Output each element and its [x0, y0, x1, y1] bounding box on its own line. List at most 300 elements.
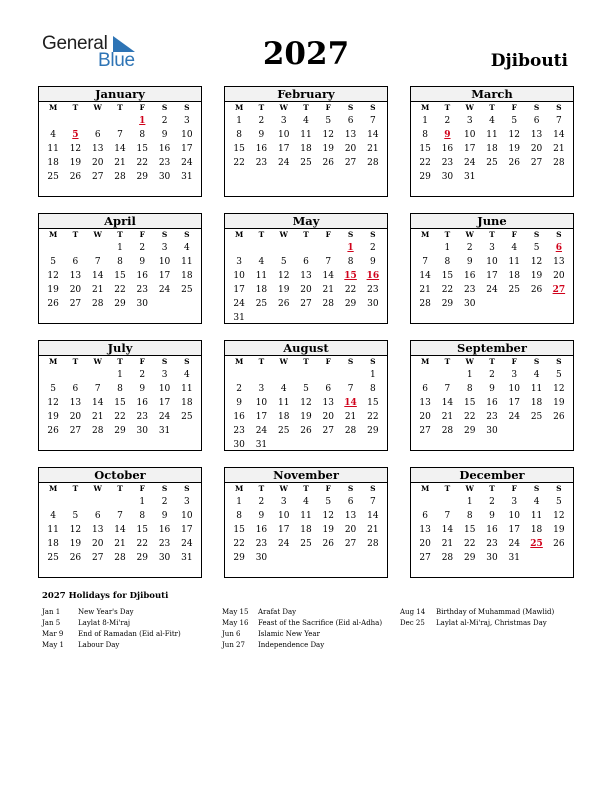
day-cell: 25	[47, 172, 59, 182]
day-cell: 9	[258, 130, 265, 140]
day-cell: 11	[530, 511, 543, 521]
day-cell: 16	[441, 144, 454, 154]
day-cell: 28	[114, 553, 126, 563]
day-cell: 17	[181, 525, 193, 535]
weekday-header: W	[465, 230, 474, 239]
day-cell: 29	[419, 172, 431, 182]
logo-general-text: General	[42, 33, 108, 54]
day-cell: 27	[69, 299, 82, 309]
day-grid	[225, 483, 387, 565]
empty-cell	[64, 114, 86, 128]
weekday-header: T	[444, 357, 451, 366]
day-cell: 24	[508, 412, 520, 422]
day-cell: 12	[47, 398, 59, 408]
day-cell: 11	[530, 384, 543, 394]
day-cell: 23	[441, 158, 454, 168]
weekday-header: F	[139, 103, 145, 112]
day-cell: 2	[139, 370, 146, 380]
empty-cell	[228, 368, 250, 382]
day-cell: 10	[158, 384, 171, 394]
day-cell: 22	[441, 285, 454, 295]
month-april	[38, 213, 202, 324]
day-cell: 14	[114, 525, 126, 535]
empty-cell	[273, 241, 295, 255]
day-cell: 12	[277, 271, 290, 281]
weekday-header: S	[347, 230, 354, 239]
month-title: January	[39, 87, 201, 102]
day-cell: 3	[183, 116, 190, 126]
day-cell: 6	[325, 384, 332, 394]
month-october	[38, 467, 202, 578]
day-cell: 16	[136, 398, 148, 408]
day-cell: 27	[344, 539, 357, 549]
day-cell: 16	[158, 144, 171, 154]
day-cell: 31	[181, 553, 193, 563]
empty-cell	[273, 368, 295, 382]
weekday-header: S	[556, 103, 562, 112]
weekday-header: M	[48, 484, 58, 493]
weekday-header: S	[556, 484, 562, 493]
weekday-header: W	[93, 357, 102, 366]
day-cell: 23	[158, 158, 171, 168]
weekday-header: T	[117, 484, 123, 493]
holiday-name: Birthday of Muhammad (Mawlid)	[436, 608, 555, 616]
day-cell: 6	[347, 116, 354, 126]
weekday-header: T	[258, 357, 265, 366]
day-cell: 10	[277, 511, 290, 521]
day-cell: 4	[50, 511, 56, 521]
day-cell: 16	[136, 271, 148, 281]
weekday-header: T	[303, 484, 309, 493]
empty-cell	[414, 495, 436, 509]
day-cell: 31	[463, 172, 476, 182]
month-august	[224, 340, 388, 451]
empty-cell	[295, 241, 317, 255]
day-cell: 16	[255, 525, 268, 535]
day-cell: 2	[258, 497, 265, 507]
day-cell: 18	[181, 398, 193, 408]
day-cell: 8	[236, 130, 242, 140]
day-cell: 13	[419, 525, 431, 535]
day-cell: 14	[322, 271, 334, 281]
weekday-header: F	[139, 230, 145, 239]
empty-cell	[414, 368, 436, 382]
day-cell: 1	[369, 370, 376, 380]
day-cell: 19	[530, 271, 543, 281]
holiday-name: Laylat al-Mi'raj, Christmas Day	[436, 619, 547, 627]
day-cell: 8	[444, 257, 451, 267]
month-title: June	[411, 214, 573, 229]
holiday-row	[222, 618, 382, 629]
holiday-date: Jun 27	[222, 641, 245, 649]
day-cell: 16	[463, 271, 476, 281]
day-cell: 14	[114, 144, 126, 154]
weekday-header: W	[465, 103, 474, 112]
month-title: December	[411, 468, 573, 483]
holiday-name: Independence Day	[258, 641, 325, 649]
day-grid	[411, 229, 573, 311]
day-cell: 2	[161, 497, 168, 507]
holiday-date: Aug 14	[400, 608, 426, 616]
day-cell: 11	[47, 144, 59, 154]
day-cell: 29	[136, 553, 148, 563]
day-cell: 13	[91, 525, 104, 535]
holiday-date: May 16	[222, 619, 249, 627]
day-cell: 18	[47, 158, 59, 168]
day-cell: 18	[47, 539, 59, 549]
month-september	[410, 340, 574, 451]
day-cell: 30	[486, 553, 498, 563]
day-cell: 28	[344, 426, 357, 436]
day-cell: 7	[444, 384, 451, 394]
day-cell: 25	[255, 299, 268, 309]
weekday-header: T	[117, 357, 123, 366]
day-cell: 27	[91, 172, 104, 182]
day-cell: 27	[419, 553, 431, 563]
weekday-header: W	[279, 484, 288, 493]
holiday-row	[222, 640, 382, 651]
day-cell: 25	[508, 285, 520, 295]
day-cell: 13	[344, 511, 357, 521]
day-cell: 4	[183, 243, 190, 253]
day-cell: 10	[181, 130, 193, 140]
day-cell: 16	[486, 525, 498, 535]
weekday-header: S	[556, 357, 562, 366]
day-cell: 12	[69, 525, 82, 535]
day-cell: 25	[530, 412, 543, 422]
holiday-name: Islamic New Year	[258, 630, 320, 638]
holiday-date: Jan 5	[42, 619, 61, 627]
day-cell: 1	[236, 116, 242, 126]
day-cell: 6	[347, 497, 354, 507]
day-cell: 19	[300, 412, 312, 422]
empty-cell	[42, 495, 64, 509]
holiday-date: Jun 6	[222, 630, 241, 638]
day-cell: 11	[47, 525, 59, 535]
day-cell: 27	[69, 426, 82, 436]
day-cell: 19	[69, 158, 82, 168]
day-cell: 20	[344, 525, 357, 535]
weekday-header: M	[420, 230, 430, 239]
weekday-header: S	[370, 230, 376, 239]
day-cell: 9	[489, 384, 495, 394]
day-cell: 7	[117, 130, 123, 140]
weekday-header: T	[489, 484, 495, 493]
weekday-header: F	[139, 357, 145, 366]
weekday-header: S	[347, 484, 354, 493]
weekday-header: W	[465, 484, 474, 493]
day-cell: 6	[94, 511, 101, 521]
holiday-day-cell: 6	[555, 243, 562, 253]
day-cell: 3	[280, 116, 287, 126]
day-cell: 30	[136, 299, 148, 309]
day-cell: 1	[117, 243, 123, 253]
day-cell: 19	[322, 144, 334, 154]
day-cell: 15	[463, 525, 476, 535]
day-cell: 24	[255, 426, 268, 436]
day-cell: 24	[181, 158, 193, 168]
weekday-header: M	[48, 103, 58, 112]
day-cell: 26	[69, 553, 82, 563]
day-cell: 12	[322, 130, 334, 140]
day-cell: 2	[489, 370, 495, 380]
month-july	[38, 340, 202, 451]
day-cell: 2	[369, 243, 376, 253]
day-cell: 22	[136, 158, 148, 168]
weekday-header: T	[72, 230, 79, 239]
day-cell: 7	[555, 116, 562, 126]
day-cell: 8	[347, 257, 354, 267]
weekday-header: S	[347, 357, 354, 366]
day-cell: 9	[369, 257, 376, 267]
holiday-name: End of Ramadan (Eid al-Fitr)	[78, 630, 181, 638]
holiday-name: Laylat 8-Mi'raj	[78, 619, 131, 627]
day-grid	[225, 229, 387, 325]
day-cell: 8	[139, 511, 146, 521]
day-cell: 30	[158, 553, 171, 563]
day-cell: 23	[136, 412, 148, 422]
weekday-header: T	[72, 103, 79, 112]
day-cell: 26	[508, 158, 520, 168]
day-cell: 3	[161, 243, 168, 253]
empty-cell	[64, 241, 86, 255]
day-cell: 19	[553, 398, 565, 408]
day-cell: 5	[533, 243, 540, 253]
month-title: May	[225, 214, 387, 229]
day-cell: 22	[114, 285, 126, 295]
day-cell: 18	[508, 271, 520, 281]
day-cell: 31	[158, 426, 171, 436]
month-may	[224, 213, 388, 324]
empty-cell	[295, 368, 317, 382]
day-cell: 7	[117, 511, 123, 521]
day-cell: 2	[489, 497, 495, 507]
day-cell: 21	[367, 525, 379, 535]
month-june	[410, 213, 574, 324]
empty-cell	[228, 241, 250, 255]
day-cell: 23	[486, 539, 498, 549]
day-cell: 10	[463, 130, 476, 140]
empty-cell	[87, 495, 109, 509]
day-cell: 9	[139, 384, 146, 394]
day-cell: 10	[233, 271, 245, 281]
day-cell: 4	[280, 384, 287, 394]
day-cell: 14	[441, 398, 454, 408]
weekday-header: S	[370, 484, 376, 493]
holiday-date: Dec 25	[400, 619, 425, 627]
day-cell: 22	[463, 539, 476, 549]
day-cell: 7	[94, 257, 101, 267]
month-title: April	[39, 214, 201, 229]
weekday-header: S	[556, 230, 562, 239]
empty-cell	[339, 368, 361, 382]
holiday-row	[42, 629, 181, 640]
day-cell: 4	[50, 130, 56, 140]
day-cell: 29	[463, 426, 476, 436]
weekday-header: T	[444, 103, 451, 112]
weekday-header: S	[161, 357, 168, 366]
day-cell: 7	[422, 257, 428, 267]
day-cell: 23	[255, 158, 268, 168]
day-cell: 18	[486, 144, 498, 154]
day-cell: 8	[422, 130, 428, 140]
day-cell: 5	[555, 370, 562, 380]
weekday-header: M	[420, 357, 430, 366]
weekday-header: W	[93, 103, 102, 112]
day-cell: 16	[486, 398, 498, 408]
weekday-header: S	[347, 103, 354, 112]
day-grid	[225, 102, 387, 170]
weekday-header: F	[325, 103, 331, 112]
holiday-row	[400, 607, 554, 618]
day-cell: 17	[463, 144, 476, 154]
day-cell: 6	[72, 384, 79, 394]
day-cell: 20	[91, 539, 104, 549]
month-title: November	[225, 468, 387, 483]
day-cell: 2	[258, 116, 265, 126]
holiday-date: Jan 1	[42, 608, 61, 616]
month-january	[38, 86, 202, 197]
day-cell: 8	[139, 130, 146, 140]
day-cell: 5	[555, 497, 562, 507]
month-february	[224, 86, 388, 197]
day-cell: 26	[277, 299, 290, 309]
day-cell: 26	[300, 426, 312, 436]
day-grid	[411, 102, 573, 184]
day-cell: 27	[419, 426, 431, 436]
day-cell: 24	[158, 285, 171, 295]
holiday-day-cell: 1	[347, 243, 354, 253]
day-cell: 9	[258, 511, 265, 521]
day-cell: 28	[367, 158, 379, 168]
empty-cell	[436, 495, 458, 509]
empty-cell	[64, 368, 86, 382]
day-cell: 22	[344, 285, 357, 295]
day-cell: 10	[158, 257, 171, 267]
day-cell: 19	[508, 144, 520, 154]
day-cell: 2	[444, 116, 451, 126]
day-cell: 14	[91, 398, 104, 408]
holiday-row	[42, 640, 181, 651]
holiday-column-3	[400, 607, 554, 629]
day-cell: 21	[419, 285, 431, 295]
day-cell: 30	[486, 426, 498, 436]
day-cell: 24	[463, 158, 476, 168]
holiday-day-cell: 27	[552, 285, 566, 295]
day-cell: 11	[181, 257, 193, 267]
day-cell: 19	[69, 539, 82, 549]
day-cell: 7	[369, 497, 376, 507]
day-cell: 20	[322, 412, 334, 422]
day-cell: 8	[236, 511, 242, 521]
day-cell: 25	[181, 412, 193, 422]
day-cell: 25	[181, 285, 193, 295]
day-cell: 3	[161, 370, 168, 380]
day-cell: 29	[233, 553, 245, 563]
day-cell: 28	[419, 299, 431, 309]
day-cell: 21	[553, 144, 565, 154]
page-title: 2027	[262, 36, 350, 72]
day-cell: 16	[158, 525, 171, 535]
day-cell: 30	[136, 426, 148, 436]
weekday-header: S	[184, 357, 190, 366]
holiday-list	[42, 591, 582, 649]
day-cell: 21	[441, 412, 454, 422]
day-cell: 8	[117, 384, 123, 394]
weekday-header: S	[533, 103, 540, 112]
weekday-header: T	[489, 230, 495, 239]
day-cell: 20	[91, 158, 104, 168]
weekday-header: M	[234, 230, 244, 239]
day-grid	[411, 356, 573, 438]
day-cell: 23	[158, 539, 171, 549]
day-cell: 2	[161, 116, 168, 126]
day-cell: 18	[277, 412, 290, 422]
day-cell: 20	[530, 144, 543, 154]
day-cell: 23	[486, 412, 498, 422]
day-cell: 26	[553, 412, 565, 422]
day-cell: 18	[530, 525, 543, 535]
month-title: July	[39, 341, 201, 356]
day-cell: 25	[300, 539, 312, 549]
day-cell: 17	[277, 144, 290, 154]
weekday-header: M	[420, 484, 430, 493]
day-cell: 5	[511, 116, 518, 126]
day-grid	[39, 229, 201, 311]
day-cell: 8	[369, 384, 376, 394]
day-cell: 19	[553, 525, 565, 535]
day-cell: 11	[255, 271, 268, 281]
holiday-row	[42, 607, 181, 618]
holiday-day-cell: 14	[344, 398, 357, 408]
day-cell: 12	[553, 384, 565, 394]
day-cell: 11	[486, 130, 498, 140]
day-cell: 11	[300, 130, 312, 140]
weekday-header: M	[48, 357, 58, 366]
day-cell: 10	[277, 130, 290, 140]
day-cell: 14	[441, 525, 454, 535]
empty-cell	[109, 114, 131, 128]
empty-cell	[42, 368, 64, 382]
day-cell: 21	[441, 539, 454, 549]
day-cell: 21	[114, 539, 126, 549]
day-cell: 29	[114, 426, 126, 436]
day-cell: 15	[233, 144, 245, 154]
day-cell: 12	[300, 398, 312, 408]
day-cell: 5	[325, 497, 332, 507]
day-cell: 24	[508, 539, 520, 549]
weekday-header: S	[533, 484, 540, 493]
empty-cell	[87, 241, 109, 255]
holiday-row	[222, 629, 382, 640]
empty-cell	[436, 368, 458, 382]
day-cell: 18	[300, 525, 312, 535]
day-cell: 28	[367, 539, 379, 549]
day-cell: 26	[69, 172, 82, 182]
day-cell: 24	[486, 285, 498, 295]
day-cell: 29	[367, 426, 379, 436]
weekday-header: T	[117, 103, 123, 112]
day-cell: 30	[158, 172, 171, 182]
day-cell: 7	[325, 257, 332, 267]
day-cell: 27	[322, 426, 334, 436]
day-cell: 18	[300, 144, 312, 154]
day-cell: 23	[233, 426, 245, 436]
day-cell: 12	[69, 144, 82, 154]
weekday-header: M	[234, 484, 244, 493]
day-cell: 3	[511, 497, 518, 507]
weekday-header: S	[370, 103, 376, 112]
